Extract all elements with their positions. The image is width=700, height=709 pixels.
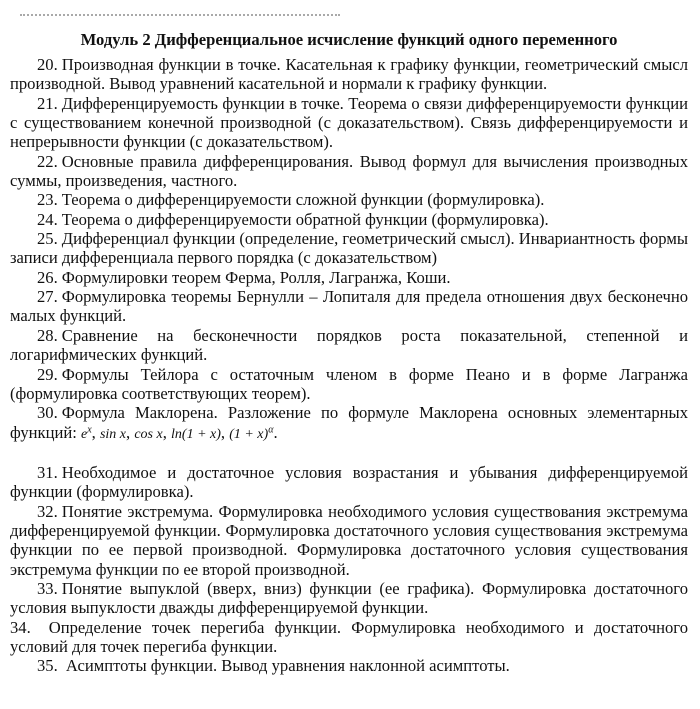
item-29: 29. Формулы Тейлора с остаточным членом в форме Пеано и в форме Лагранжа (формулировка соответствующих теорем). xyxy=(10,364,688,403)
formula-exp: $e^x$ xyxy=(81,423,92,442)
module-title: Модуль 2 Дифференциальное исчисление функций одного переменного xyxy=(80,30,618,49)
item-33: 33. Понятие выпуклой (вверх, вниз) функции (ее графика). Формулировка достаточного условия выпуклости дважды дифференцируемой функции. xyxy=(10,578,688,618)
cropped-top-text xyxy=(20,14,340,20)
item-31: 31. Необходимое и достаточное условия возрастания и убывания дифференцируемой функции (формулировка). xyxy=(10,462,688,502)
spacer xyxy=(10,444,688,463)
item-30: 30. Формула Маклорена. Разложение по формуле Маклорена основных элементарных функций: $e^x$, sin x, cos x, ln(1 + x), $(1 + x)^\alpha$. xyxy=(10,403,688,442)
formula-ln: ln(1 + x) xyxy=(171,426,221,442)
item-24: 24. Теорема о дифференцируемости обратной функции (формулировка). xyxy=(37,209,549,229)
item-20: 20. Производная функции в точке. Касательная к графику функции, геометрический смысл производной. Вывод уравнений касательной и нормали к графику функции. xyxy=(10,55,688,94)
formula-power: $(1 + x)^\alpha$ xyxy=(229,423,274,442)
item-22: 22. Основные правила дифференцирования. Вывод формул для вычисления производных суммы, произведения, частного. xyxy=(10,151,688,191)
item-26: 26. Формулировки теорем Ферма, Ролля, Лагранжа, Коши. xyxy=(37,267,451,287)
formula-cos: cos x xyxy=(134,426,163,442)
item-23: 23. Теорема о дифференцируемости сложной функции (формулировка). xyxy=(37,190,545,210)
item-35: 35. Асимптоты функции. Вывод уравнения наклонной асимптоты. xyxy=(37,656,510,676)
formula-sin: sin x xyxy=(99,426,127,442)
item-21: 21. Дифференцируемость функции в точке. Теорема о связи дифференцируемости функции с существованием конечной производной (с доказательством). Связь дифференцируемости и непрерывности функции (с доказательством). xyxy=(10,93,688,152)
item-34: 34. Определение точек перегиба функции. Формулировка необходимого и достаточного условий для точек перегиба функции. xyxy=(10,617,688,656)
document-page xyxy=(10,30,688,676)
item-28: 28. Сравнение на бесконечности порядков роста показательной, степенной и логарифмических функций. xyxy=(10,325,688,365)
item-27: 27. Формулировка теоремы Бернулли – Лопиталя для предела отношения двух бесконечно малых функций. xyxy=(10,287,688,326)
item-32: 32. Понятие экстремума. Формулировка необходимого условия существования экстремума дифференцируемой функции. Формулировка достаточного условия существования экстремума функции по ее первой производной. Формулировка достаточного условия существования экстремума функции по ее второй производной. xyxy=(10,501,688,579)
item-25: 25. Дифференциал функции (определение, геометрический смысл). Инвариантность формы записи дифференциала первого порядка (с доказательством) xyxy=(10,229,688,268)
